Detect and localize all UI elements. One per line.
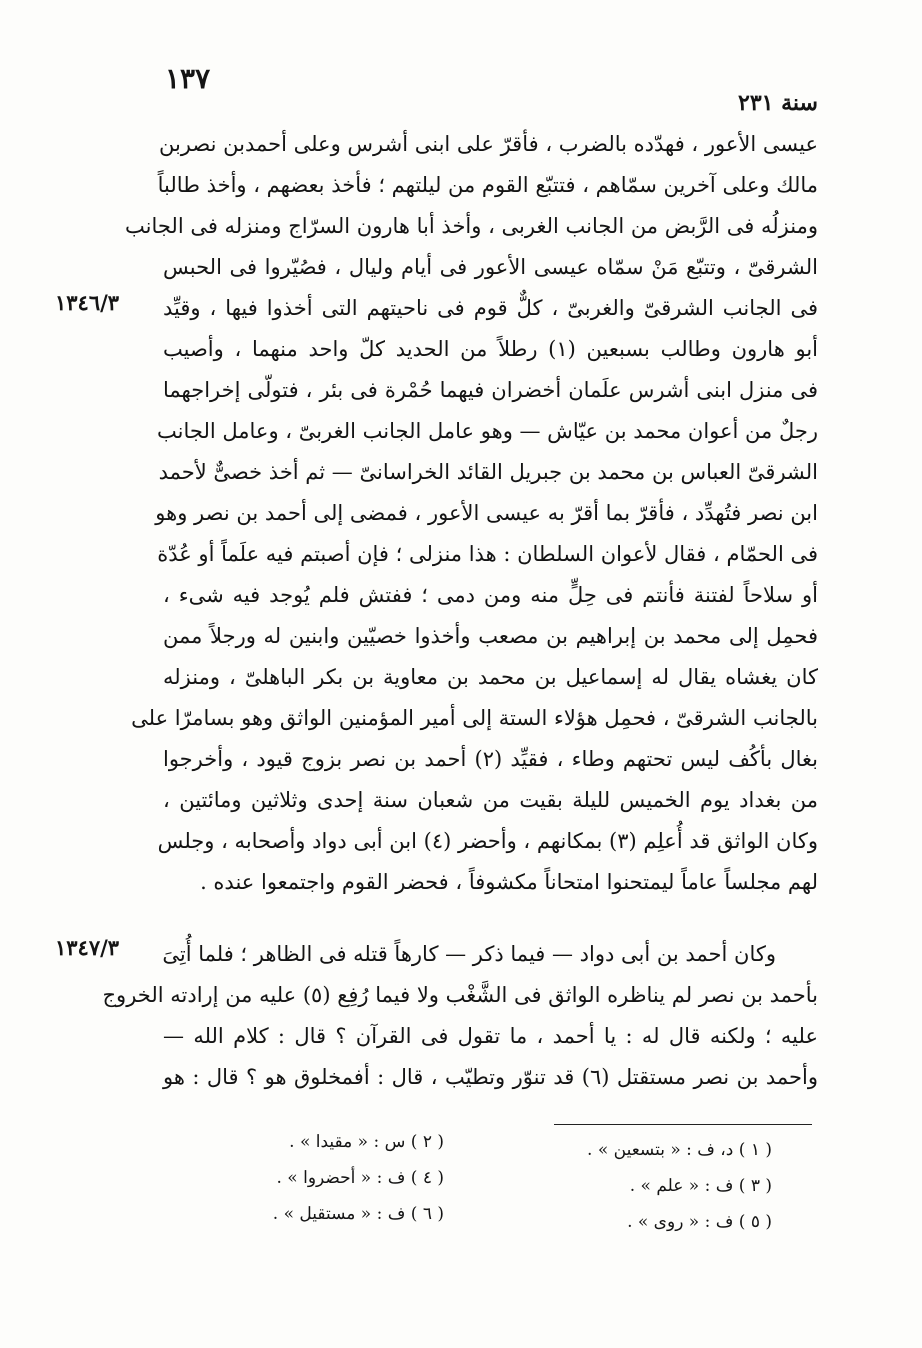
text-line: عيسى الأعور ، فهدّده بالضرب ، فأقرّ على ابنى أشرس وعلى أحمدبن نصربن bbox=[158, 132, 818, 156]
text-line: فى منزل ابنى أشرس علَمان أخضران فيهما حُمْرة فى بئر ، فتولّى إخراجهما bbox=[163, 378, 818, 402]
text-line: أبو هارون وطالب بسبعين (١) رطلاً من الحديد كلّ واحد منهما ، وأصيب bbox=[163, 337, 818, 361]
footnote: ( ١ ) د، ف : « بتسعين » . bbox=[587, 1140, 772, 1160]
text-line: ابن نصر فتُهدِّد ، فأقرّ بما أقرّ به عيسى الأعور ، فمضى إلى أحمد بن نصر وهو bbox=[155, 501, 818, 525]
page-number: ١٣٧ bbox=[165, 62, 211, 95]
text-line: لهم مجلساً عاماً ليمتحنوا امتحاناً مكشوفاً ، فحضر القوم واجتمعوا عنده . bbox=[200, 870, 818, 894]
text-line: بالجانب الشرقىّ ، فحمِل هؤلاء الستة إلى أمير المؤمنين الواثق وهو بسامرّا على bbox=[131, 706, 818, 730]
text-line: بأحمد بن نصر لم يناظره الواثق فى الشَّغْب ولا فيما رُفِع (٥) عليه من إرادته الخروج bbox=[102, 983, 818, 1007]
text-line: ومنزلُه فى الرَّبض من الجانب الغربى ، وأخذ أبا هارون السرّاج ومنزله فى الجانب bbox=[125, 214, 818, 238]
footnote: ( ٢ ) س : « مقيدا » . bbox=[289, 1132, 444, 1152]
footnote: ( ٤ ) ف : « أحضروا » . bbox=[276, 1168, 444, 1188]
running-head: سنة ٢٣١ bbox=[738, 90, 818, 116]
text-line: فى الجانب الشرقىّ والغربىّ ، كلٌّ قوم فى ناحيتهم التى أخذوا فيها ، وقيِّد bbox=[163, 296, 818, 320]
text-line: عليه ؛ ولكنه قال له : يا أحمد ، ما تقول فى القرآن ؟ قال : كلام الله — bbox=[163, 1024, 818, 1048]
text-line: فى الحمّام ، فقال لأعوان السلطان : هذا منزلى ؛ فإن أصبتم فيه علَماً أو عُدّة bbox=[157, 542, 818, 566]
text-line: بغال بأكُف ليس تحتهم وطاء ، فقيِّد (٢) أحمد بن نصر بزوج قيود ، وأخرجوا bbox=[163, 747, 818, 771]
text-line: أو سلاحاً لفتنة فأنتم فى حِلٍّ منه ومن دمى ؛ ففتش فلم يُوجد فيه شىء ، bbox=[163, 583, 818, 607]
text-line: وكان الواثق قد أُعلِم (٣) بمكانهم ، وأحضر (٤) ابن أبى دواد وأصحابه ، وجلس bbox=[157, 829, 818, 853]
text-line: الشرقىّ ، وتتبّع مَنْ سمّاه عيسى الأعور فى أيام وليال ، فصُيّروا فى الحبس bbox=[163, 255, 818, 279]
text-line: مالك وعلى آخرين سمّاهم ، فتتبّع القوم من ليلتهم ؛ فأخذ بعضهم ، وأخذ طالباً bbox=[157, 173, 818, 197]
text-line: وأحمد بن نصر مستقتل (٦) قد تنوّر وتطيّب ، قال : أفمخلوق هو ؟ قال : هو bbox=[163, 1065, 818, 1089]
text-line: رجلٌ من أعوان محمد بن عيّاش — وهو عامل الجانب الغربىّ ، وعامل الجانب bbox=[157, 419, 818, 443]
text-line: وكان أحمد بن أبى دواد — فيما ذكر — كارهاً قتله فى الظاهر ؛ فلما أُتِىَ bbox=[162, 942, 776, 966]
footnote: ( ٥ ) ف : « روى » . bbox=[627, 1212, 772, 1232]
text-line: كان يغشاه يقال له إسماعيل بن محمد بن معاوية بن بكر الباهلىّ ، ومنزله bbox=[163, 665, 818, 689]
text-line: فحمِل إلى محمد بن إبراهيم بن مصعب وأخذوا خصيّين وابنين له ورجلاً ممن bbox=[163, 624, 818, 648]
marginal-note: ١٣٤٧/٣ bbox=[55, 935, 120, 960]
footnote: ( ٦ ) ف : « مستقيل » . bbox=[272, 1204, 444, 1224]
text-line: الشرقىّ العباس بن محمد بن جبريل القائد الخراسانىّ — ثم أخذ خصىٌّ لأحمد bbox=[158, 460, 818, 484]
footnote: ( ٣ ) ف : « علم » . bbox=[629, 1176, 772, 1196]
text-line: من بغداد يوم الخميس لليلة بقيت من شعبان سنة إحدى وثلاثين ومائتين ، bbox=[163, 788, 818, 812]
footnote-rule bbox=[554, 1124, 812, 1125]
marginal-note: ١٣٤٦/٣ bbox=[55, 290, 120, 315]
